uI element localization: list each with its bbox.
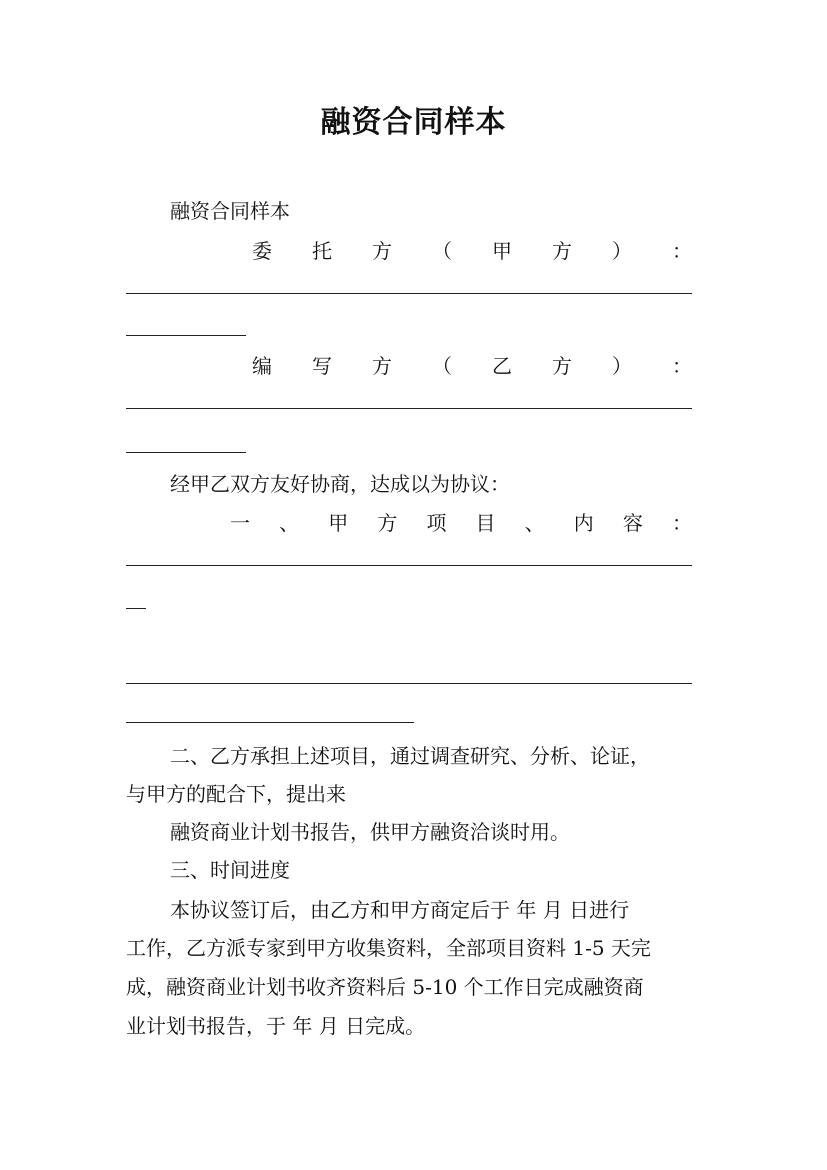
party-b-char: 写 bbox=[312, 354, 332, 378]
party-b-char: 方 bbox=[372, 354, 392, 378]
section1-char: 容 bbox=[622, 511, 643, 535]
section1-fill-line-2 bbox=[126, 683, 692, 684]
party-a-fill-line-short bbox=[126, 335, 246, 336]
section3-line: 业计划书报告，于 年 月 日完成。 bbox=[126, 1014, 426, 1038]
party-b-char: ： bbox=[672, 354, 692, 378]
party-b-char: 乙 bbox=[492, 354, 512, 378]
party-a-char: ） bbox=[612, 239, 632, 263]
document-subtitle: 融资合同样本 bbox=[170, 199, 290, 223]
party-b-char: 编 bbox=[252, 354, 272, 378]
party-a-char: （ bbox=[432, 239, 452, 263]
section1-char: 、 bbox=[279, 511, 300, 535]
section2-line: 与甲方的配合下，提出来 bbox=[126, 782, 346, 806]
section1-char: 、 bbox=[524, 511, 545, 535]
party-a-char: 委 bbox=[252, 239, 272, 263]
section3-line: 成，融资商业计划书收齐资料后 5-10 个工作日完成融资商 bbox=[126, 975, 644, 999]
party-a-char: 方 bbox=[552, 239, 572, 263]
section1-fill-line-short bbox=[126, 608, 146, 609]
section3-heading: 三、时间进度 bbox=[170, 858, 290, 882]
party-b-char: ） bbox=[612, 354, 632, 378]
section1-char: 内 bbox=[573, 511, 594, 535]
section2-line: 融资商业计划书报告，供甲方融资洽谈时用。 bbox=[170, 820, 570, 844]
party-a-char: ： bbox=[672, 239, 692, 263]
section1-char: 项 bbox=[426, 511, 447, 535]
section1-char: ： bbox=[671, 511, 692, 535]
party-b-fill-line bbox=[126, 408, 692, 409]
section3-line: 工作，乙方派专家到甲方收集资料，全部项目资料 1-5 天完 bbox=[126, 936, 651, 960]
section1-fill-line-2-short bbox=[126, 722, 414, 723]
party-a-fill-line bbox=[126, 293, 692, 294]
party-a-char: 方 bbox=[372, 239, 392, 263]
section2-line: 二、乙方承担上述项目，通过调查研究、分析、论证， bbox=[170, 744, 650, 768]
section1-char: 方 bbox=[377, 511, 398, 535]
party-a-char: 甲 bbox=[492, 239, 512, 263]
document-title: 融资合同样本 bbox=[320, 105, 507, 140]
section1-char: 甲 bbox=[328, 511, 349, 535]
party-a-char: 托 bbox=[312, 239, 332, 263]
agreement-intro: 经甲乙双方友好协商，达成以为协议： bbox=[170, 472, 510, 496]
section1-char: 一 bbox=[230, 511, 250, 535]
party-b-fill-line-short bbox=[126, 452, 246, 453]
section1-label bbox=[230, 509, 692, 537]
section3-line: 本协议签订后，由乙方和甲方商定后于 年 月 日进行 bbox=[170, 898, 630, 922]
section1-char: 目 bbox=[475, 511, 496, 535]
party-b-label bbox=[252, 352, 692, 380]
party-b-char: （ bbox=[432, 354, 452, 378]
party-b-char: 方 bbox=[552, 354, 572, 378]
party-a-label bbox=[252, 237, 692, 265]
section1-fill-line bbox=[126, 565, 692, 566]
